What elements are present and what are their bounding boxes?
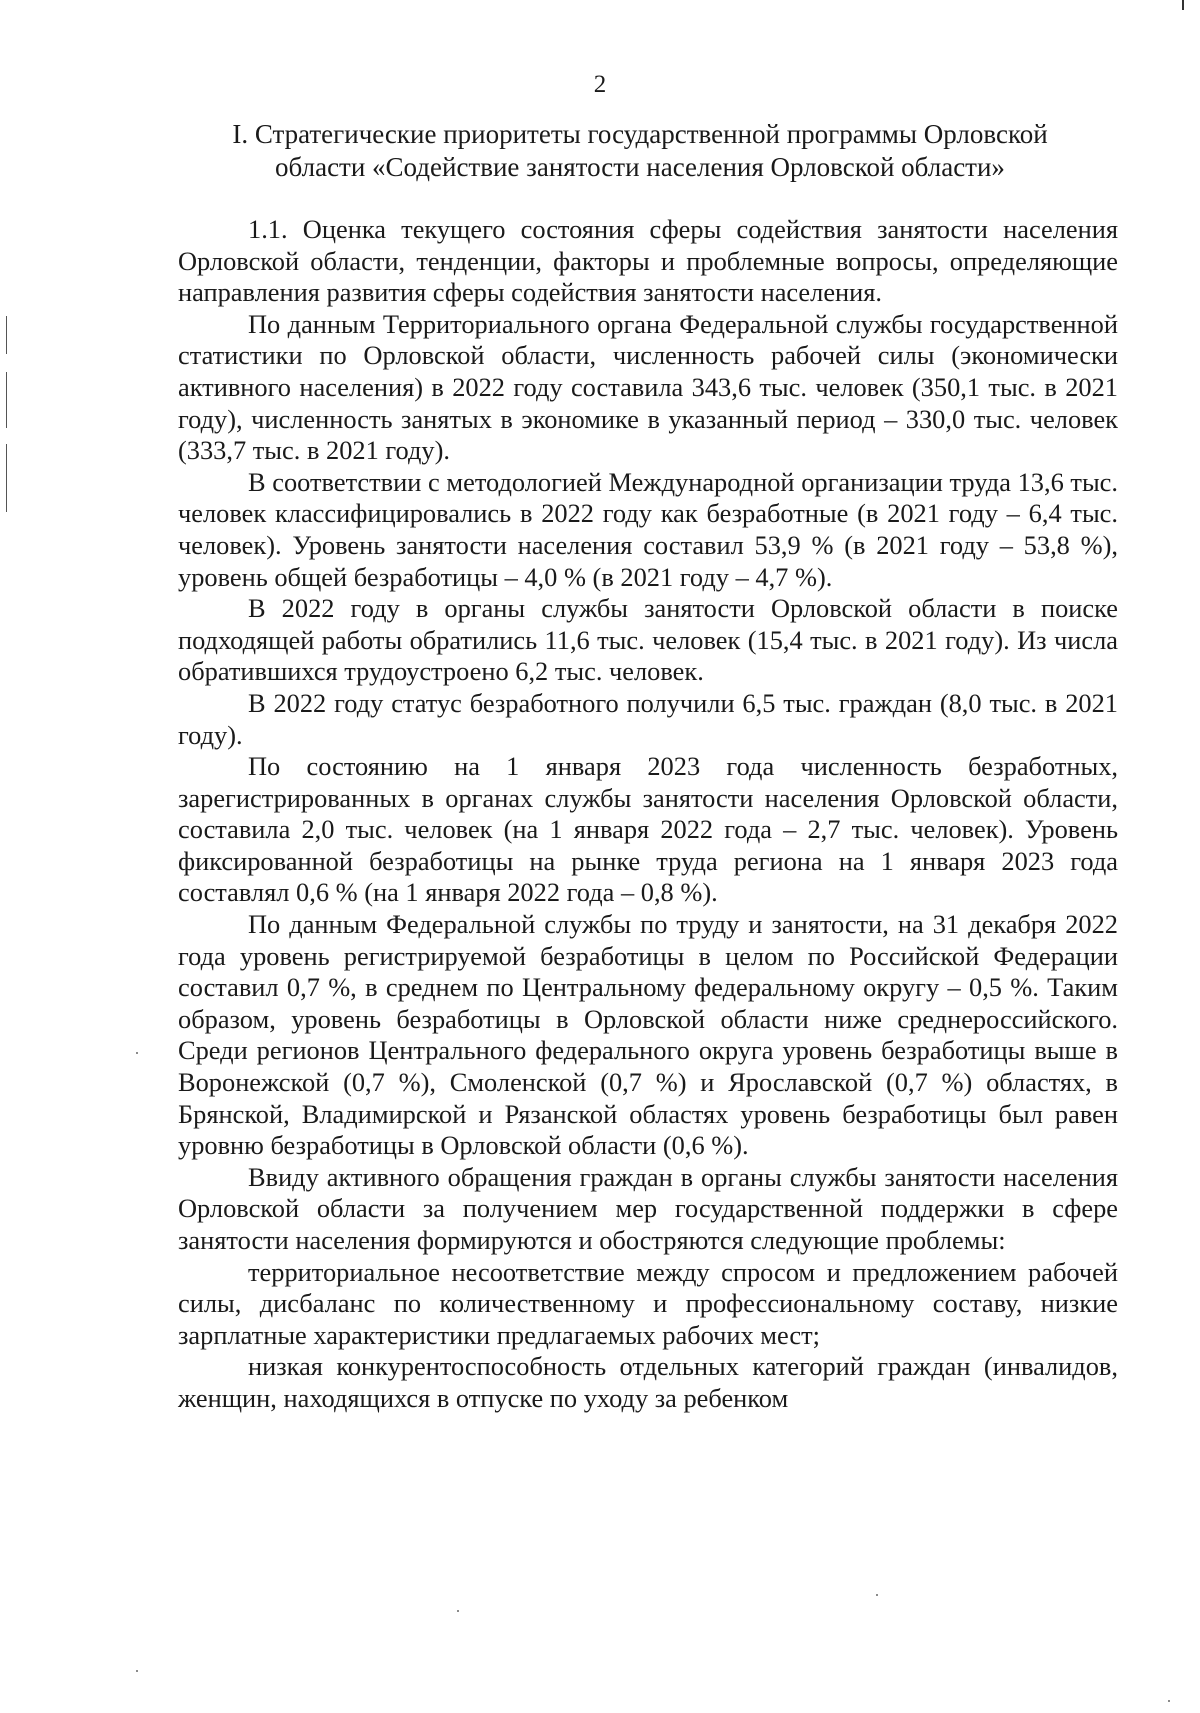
section-title-line: области «Содействие занятости населения Орловской области»: [275, 152, 1005, 182]
page-number: 2: [593, 71, 607, 98]
paragraph: По данным Территориального органа Федеральной службы государственной статистики по Орловской области, численность рабочей силы (экономически активного населения) в 2022 году составила 343,6 тыс. человек (350,1 тыс. в 2021 году), численность занятых в экономике в указанный период – 330,0 тыс. человек (333,7 тыс. в 2021 году).: [178, 308, 1118, 466]
scan-margin-mark: [6, 372, 7, 428]
scan-speck: [1168, 1700, 1170, 1702]
paragraph: В 2022 году в органы службы занятости Орловской области в поиске подходящей работы обратились 11,6 тыс. человек (15,4 тыс. в 2021 году). Из числа обратившихся трудоустроено 6,2 тыс. человек.: [178, 593, 1118, 687]
paragraph: По данным Федеральной службы по труду и занятости, на 31 декабря 2022 года уровень регистрируемой безработицы в целом по Российской Федерации составил 0,7 %, в среднем по Центральному федеральному округу – 0,5 %. Таким образом, уровень безработицы в Орловской области ниже среднероссийского. Среди регионов Центрального федерального округа уровень безработицы выше в Воронежской (0,7 %), Смоленской (0,7 %) и Ярославской (0,7 %) областях, в Брянской, Владимирской и Рязанской областях уровень безработицы был равен уровню безработицы в Орловской области (0,6 %).: [178, 909, 1118, 1161]
scan-corner-mark: [1182, 0, 1184, 10]
paragraph: В 2022 году статус безработного получили 6,5 тыс. граждан (8,0 тыс. в 2021 году).: [178, 687, 1118, 750]
paragraph: 1.1. Оценка текущего состояния сферы содействия занятости населения Орловской области, тенденции, факторы и проблемные вопросы, определяющие направления развития сферы содействия занятости населения.: [178, 214, 1118, 308]
scan-margin-mark: [6, 316, 7, 354]
scan-margin-mark: [6, 444, 7, 512]
scan-speck: [136, 1052, 138, 1054]
paragraph: В соответствии с методологией Международной организации труда 13,6 тыс. человек классифицировались в 2022 году как безработные (в 2021 году – 6,4 тыс. человек). Уровень занятости населения составил 53,9 % (в 2021 году – 53,8 %), уровень общей безработицы – 4,0 % (в 2021 году – 4,7 %).: [178, 466, 1118, 592]
scan-speck: [457, 1610, 459, 1612]
scan-speck: [876, 1594, 878, 1596]
paragraph: По состоянию на 1 января 2023 года численность безработных, зарегистрированных в органах службы занятости населения Орловской области, составила 2,0 тыс. человек (на 1 января 2022 года – 2,7 тыс. человек). Уровень фиксированной безработицы на рынке труда региона на 1 января 2023 года составлял 0,6 % (на 1 января 2022 года – 0,8 %).: [178, 751, 1118, 908]
section-title-line: I. Стратегические приоритеты государственной программы Орловской: [232, 119, 1048, 149]
paragraph: низкая конкурентоспособность отдельных категорий граждан (инвалидов, женщин, находящихся в отпуске по уходу за ребенком: [178, 1351, 1118, 1413]
section-title: [160, 118, 1120, 184]
body-text: [178, 214, 1118, 1415]
scan-speck: [136, 1670, 138, 1672]
paragraph: Ввиду активного обращения граждан в органы службы занятости населения Орловской области за получением мер государственной поддержки в сфере занятости населения формируются и обостряются следующие проблемы:: [178, 1161, 1118, 1255]
paragraph: территориальное несоответствие между спросом и предложением рабочей силы, дисбаланс по количественному и профессиональному составу, низкие зарплатные характеристики предлагаемых рабочих мест;: [178, 1256, 1118, 1350]
